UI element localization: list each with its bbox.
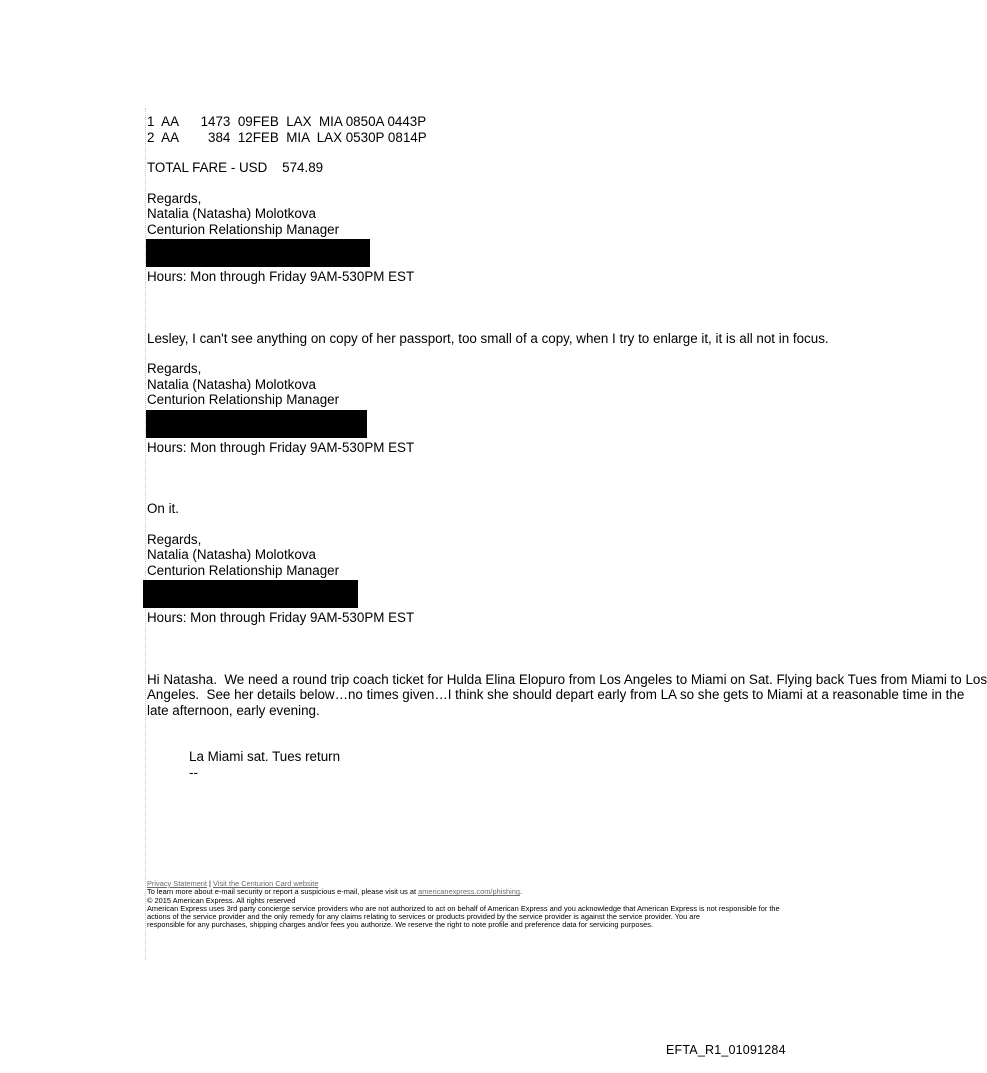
document-id: EFTA_R1_01091284: [666, 1043, 786, 1057]
quote-rule: [145, 108, 146, 960]
centurion-website-link[interactable]: Visit the Centurion Card website: [213, 879, 319, 888]
disclaimer-line: responsible for any purchases, shipping charges and/or fees you authorize. We reserve the right to note profile and preference data for servicing purposes.: [147, 920, 654, 930]
itinerary-row-1: 1 AA 1473 09FEB LAX MIA 0850A 0443P: [147, 114, 427, 129]
signature-block-3: [147, 532, 816, 626]
ticket-request: [147, 671, 987, 719]
signature-dashes: --: [189, 764, 198, 780]
signature-name: Natalia (Natasha) Molotkova: [147, 547, 316, 562]
passport-note: Lesley, I can't see anything on copy of her passport, too small of a copy, when I try to enlarge it, it is all not in focus.: [147, 330, 829, 346]
signature-regards: Regards,: [147, 361, 202, 376]
signature-hours: Hours: Mon through Friday 9AM-530PM EST: [147, 269, 415, 284]
signature-hours: Hours: Mon through Friday 9AM-530PM EST: [147, 610, 415, 625]
signature-regards: Regards,: [147, 190, 202, 206]
itinerary-row-2: 2 AA 384 12FEB MIA LAX 0530P 0814P: [147, 129, 427, 145]
signature-regards: Regards,: [147, 531, 202, 547]
redaction-box: [146, 410, 367, 438]
phishing-link[interactable]: americanexpress.com/phishing: [418, 887, 520, 897]
redaction-box: [146, 239, 370, 267]
request-line: late afternoon, early evening.: [147, 702, 320, 718]
request-line: Hi Natasha. We need a round trip coach ticket for Hulda Elina Elopuro from Los Angeles to Miami on Sat. Flying back Tues from Miami to Los: [147, 671, 987, 687]
privacy-statement-link[interactable]: Privacy Statement: [147, 879, 207, 888]
redaction-box: [143, 580, 358, 608]
security-text: To learn more about e-mail security or report a suspicious e-mail, please visit us at: [147, 887, 419, 897]
signature-title: Centurion Relationship Manager: [147, 562, 340, 578]
email-body: [147, 114, 987, 780]
signature-name: Natalia (Natasha) Molotkova: [147, 206, 316, 221]
total-fare: TOTAL FARE - USD 574.89: [147, 160, 324, 175]
quoted-note: La Miami sat. Tues return: [189, 749, 341, 764]
disclaimer-line: American Express uses 3rd party concierge service providers who are not authorized to act on behalf of American Express and you acknowledge that American Express is not responsible for the: [147, 903, 780, 913]
link-separator: |: [206, 879, 214, 888]
on-it-message: On it.: [147, 501, 179, 516]
signature-block-1: [147, 191, 816, 285]
signature-name: Natalia (Natasha) Molotkova: [147, 376, 316, 392]
security-text-end: .: [519, 887, 523, 897]
email-footer: [147, 880, 816, 930]
signature-title: Centurion Relationship Manager: [147, 392, 340, 407]
signature-hours: Hours: Mon through Friday 9AM-530PM EST: [147, 439, 415, 455]
request-line: Angeles. See her details below…no times given…I think she should depart early from LA so she gets to Miami at a reasonable time in the: [147, 687, 965, 702]
signature-title: Centurion Relationship Manager: [147, 221, 340, 237]
signature-block-2: [147, 361, 816, 455]
disclaimer-line: actions of the service provider and the only remedy for any claims relating to services or products provided by the service provider is against the service provider. You are: [147, 912, 700, 922]
copyright-text: © 2015 American Express. All rights reserved: [147, 895, 296, 905]
